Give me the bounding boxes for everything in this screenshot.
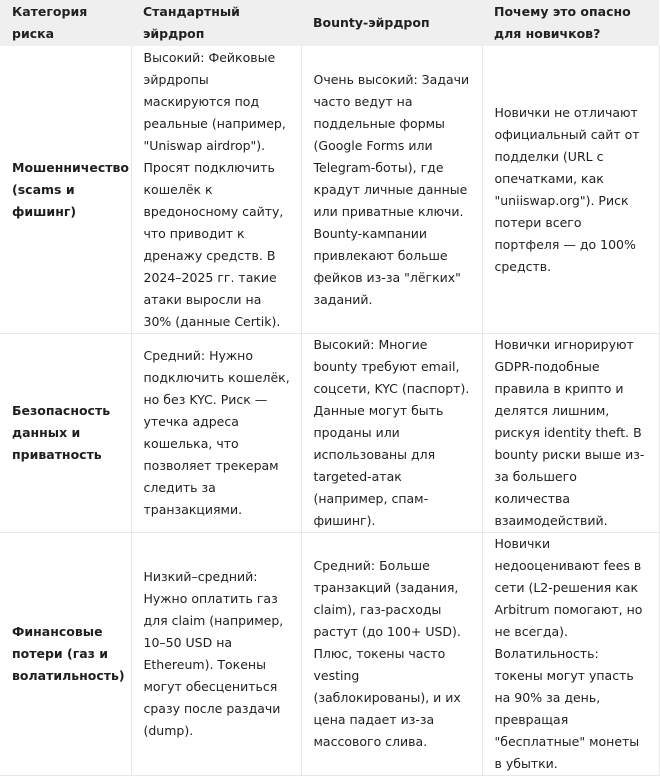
standard-cell: Средний: Нужно подключить кошелёк, но без KYC. Риск — утечка адреса кошелька, что позволяет трекерам следить за транзакциями. — [131, 334, 301, 533]
bounty-cell: Очень высокий: Задачи часто ведут на поддельные формы (Google Forms или Telegram-боты), где крадут личные данные или приватные ключи. Bounty-кампании привлекают больше фейков из-за "лёгких" заданий. — [301, 46, 482, 334]
table-body — [0, 46, 659, 776]
why-cell: Новички недооценивают fees в сети (L2-решения как Arbitrum помогают, но не всегда). Волатильность: токены могут упасть на 90% за день, превращая "бесплатные" монеты в убытки. — [482, 533, 659, 776]
table-row — [0, 334, 659, 533]
category-cell: Безопасность данных и приватность — [0, 334, 131, 533]
bounty-cell: Средний: Больше транзакций (задания, claim), газ-расходы растут (до 100+ USD). Плюс, токены часто vesting (заблокированы), и их цена падает из-за массового слива. — [301, 533, 482, 776]
category-cell: Финансовые потери (газ и волатильность) — [0, 533, 131, 776]
standard-cell: Высокий: Фейковые эйрдропы маскируются под реальные (например, "Uniswap airdrop"). Просят подключить кошелёк к вредоносному сайту, что приводит к дренажу средств. В 2024–2025 гг. такие атаки выросли на 30% (данные Certik). — [131, 46, 301, 334]
bounty-cell: Высокий: Многие bounty требуют email, соцсети, KYC (паспорт). Данные могут быть проданы или использованы для targeted-атак (например, спам-фишинг). — [301, 334, 482, 533]
why-cell: Новички игнорируют GDPR-подобные правила в крипто и делятся лишним, рискуя identity theft. В bounty риски выше из-за большего количества взаимодействий. — [482, 334, 659, 533]
table-row — [0, 533, 659, 776]
standard-cell: Низкий–средний: Нужно оплатить газ для claim (например, 10–50 USD на Ethereum). Токены могут обесцениться сразу после раздачи (dump). — [131, 533, 301, 776]
header-why-dangerous: Почему это опасно для новичков? — [482, 0, 659, 46]
table-header — [0, 0, 659, 46]
category-cell: Мошенничество (scams и фишинг) — [0, 46, 131, 334]
why-cell: Новички не отличают официальный сайт от подделки (URL с опечатками, как "uniiswap.org"). Риск потери всего портфеля — до 100% средств. — [482, 46, 659, 334]
table-row — [0, 46, 659, 334]
header-category: Категория риска — [0, 0, 131, 46]
header-bounty-airdrop: Bounty-эйрдроп — [301, 0, 482, 46]
header-standard-airdrop: Стандартный эйрдроп — [131, 0, 301, 46]
header-row — [0, 0, 659, 46]
